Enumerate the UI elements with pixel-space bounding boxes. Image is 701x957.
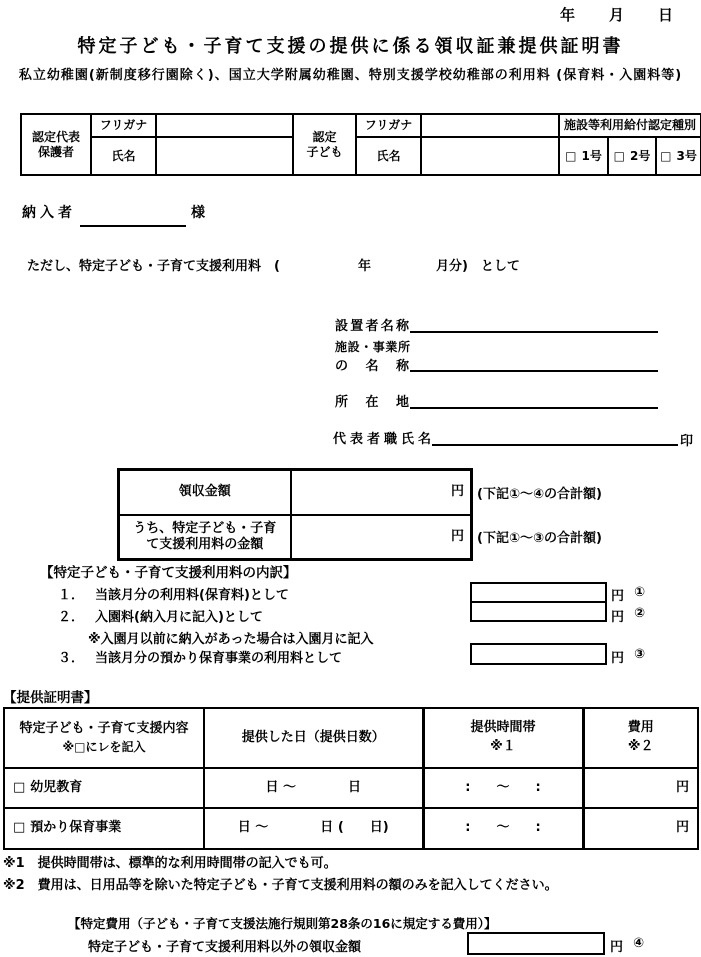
- guardian-label-line1: 認定代表: [31, 130, 80, 145]
- item-3-number: ３．: [58, 651, 85, 666]
- facility-name-input[interactable]: [410, 355, 658, 372]
- child-label-line2: 子ども: [306, 144, 343, 159]
- date-year-label: 年: [560, 6, 576, 24]
- cost-header-line2: ※２: [627, 739, 654, 754]
- item-3-label: 当該月分の預かり保育事業の利用料として: [95, 651, 343, 666]
- support-fee-amount-label: [119, 515, 291, 560]
- child-furigana-input[interactable]: [421, 114, 559, 137]
- time-header-line2: ※１: [490, 739, 516, 754]
- child-furigana-label: フリガナ: [356, 114, 421, 137]
- receipt-total-note: (下記①～④の合計額): [477, 487, 602, 502]
- support-fee-label-line2: て支援利用料の金額: [146, 536, 264, 552]
- breakdown-note: ※入園月以前に納入があった場合は入園月に記入: [88, 632, 374, 647]
- item-2-unit-mark: [611, 606, 645, 625]
- circled-2-mark: ②: [634, 606, 646, 621]
- circled-3-mark: ③: [634, 647, 646, 662]
- provision-heading: 【提供証明書】: [3, 690, 98, 706]
- education-cost-input[interactable]: [583, 768, 698, 808]
- provision-content-header: [4, 708, 204, 768]
- yen-unit: 円: [610, 940, 624, 955]
- specific-cost-heading: 【特定費用（子ども・子育て支援法施行規則第28条の16に規定する費用）】: [68, 916, 497, 931]
- childcare-time-input[interactable]: : ～ :: [423, 808, 583, 849]
- date-day-label: 日: [658, 6, 674, 24]
- provision-time-header: [423, 708, 583, 768]
- receipt-amount-label: 領収金額: [119, 470, 291, 515]
- representative-label: 代表者職氏名: [333, 432, 431, 447]
- checkbox-icon[interactable]: □: [660, 148, 672, 163]
- page-title: 特定子ども・子育て支援の提供に係る領収証兼提供証明書: [77, 36, 624, 57]
- checkbox-icon[interactable]: □: [13, 820, 26, 836]
- benefit-type-option-1[interactable]: [559, 137, 608, 175]
- item-1-amount-input[interactable]: [470, 582, 607, 603]
- address-input[interactable]: [410, 392, 658, 409]
- child-name-label: 氏名: [356, 137, 421, 175]
- checkbox-icon[interactable]: □: [613, 148, 625, 163]
- yen-unit: 円: [611, 610, 625, 625]
- education-time-input[interactable]: : ～ :: [423, 768, 583, 808]
- content-header-line1: 特定子ども・子育て支援内容: [19, 720, 189, 736]
- support-fee-amount-input[interactable]: [291, 515, 472, 560]
- footnote-1: ※1 提供時間帯は、標準的な利用時間帯の記入でも可。: [3, 856, 337, 871]
- breakdown-heading: 【特定子ども・子育て支援利用料の内訳】: [40, 565, 297, 581]
- receipt-amount-input[interactable]: [291, 470, 472, 515]
- certification-table: [20, 113, 701, 176]
- facility-name-label-line2: の名称: [335, 359, 409, 374]
- yen-unit: 円: [611, 589, 625, 604]
- cost-header-line1: 費用: [627, 720, 654, 736]
- circled-4-mark: ④: [633, 936, 645, 951]
- time-header-line1: 提供時間帯: [470, 720, 536, 736]
- early-childhood-education-row-label[interactable]: [4, 768, 204, 808]
- footnote-2: ※2 費用は、日用品等を除いた特定子ども・子育て支援利用料の額のみを記入してください。: [3, 878, 558, 893]
- yen-unit: 円: [675, 820, 689, 836]
- checkbox-icon[interactable]: □: [13, 779, 26, 795]
- guardian-label-line2: 保護者: [37, 144, 74, 159]
- item-3-amount-input[interactable]: [470, 643, 607, 665]
- page-subtitle: 私立幼稚園(新制度移行園除く)、国立大学附属幼稚園、特別支援学校幼稚部の利用料 (保育料・入園料等): [18, 68, 683, 83]
- item-1-unit-mark: [611, 585, 645, 604]
- child-label-cell: [293, 114, 356, 175]
- childcare-cost-input[interactable]: [583, 808, 698, 849]
- temporary-childcare-label: 預かり保育事業: [30, 820, 122, 836]
- specific-cost-amount-input[interactable]: [467, 932, 605, 955]
- provision-cost-header: [583, 708, 698, 768]
- guardian-name-label: 氏名: [91, 137, 156, 175]
- breakdown-item-2: [58, 606, 263, 625]
- benefit-type-header: 施設等利用給付認定種別: [559, 114, 701, 137]
- item-2-number: ２．: [58, 610, 85, 625]
- benefit-type-2-label: 2号: [629, 148, 651, 163]
- specific-cost-label: 特定子ども・子育て支援利用料以外の領収金額: [88, 940, 362, 955]
- item-1-number: １．: [58, 588, 85, 603]
- provision-dates-header: 提供した日（提供日数）: [204, 708, 423, 768]
- seal-label: 印: [680, 434, 694, 449]
- circled-1-mark: ①: [634, 585, 646, 600]
- receipt-amount-table: [117, 468, 473, 561]
- item-2-label: 入園料(納入月に記入)として: [95, 610, 263, 625]
- support-fee-label-line1: うち、特定子ども・子育: [133, 520, 277, 536]
- address-label: 所在地: [335, 395, 409, 410]
- item-3-unit-mark: [611, 647, 645, 666]
- yen-unit: 円: [611, 651, 625, 666]
- guardian-name-input[interactable]: [156, 137, 293, 175]
- specific-cost-unit-mark: [610, 936, 644, 955]
- payer-honorific: 様: [191, 205, 205, 221]
- founder-name-input[interactable]: [410, 316, 658, 333]
- yen-unit: 円: [450, 528, 464, 544]
- representative-input[interactable]: [432, 428, 678, 446]
- early-childhood-education-label: 幼児教育: [30, 779, 83, 795]
- founder-name-label: 設置者名称: [335, 319, 409, 334]
- content-header-line2: ※□にレを記入: [62, 739, 146, 754]
- payer-label: 納入者: [22, 205, 72, 221]
- guardian-label-cell: [21, 114, 91, 175]
- yen-unit: 円: [450, 484, 464, 500]
- proviso-text: ただし、特定子ども・子育て支援利用料 ( 年 月分) として: [27, 259, 520, 274]
- yen-unit: 円: [675, 779, 689, 795]
- support-fee-total-note: (下記①～③の合計額): [477, 531, 602, 546]
- benefit-type-option-3[interactable]: [656, 137, 701, 175]
- benefit-type-1-label: 1号: [581, 148, 602, 163]
- benefit-type-option-2[interactable]: [608, 137, 656, 175]
- date-month-label: 月: [609, 6, 625, 24]
- payer-name-input[interactable]: [80, 210, 186, 227]
- child-name-input[interactable]: [421, 137, 559, 175]
- breakdown-item-3: [58, 647, 342, 666]
- checkbox-icon[interactable]: □: [565, 148, 577, 163]
- breakdown-item-1: [58, 584, 289, 603]
- item-1-label: 当該月分の利用料(保育料)として: [95, 588, 289, 603]
- guardian-furigana-label: フリガナ: [91, 114, 156, 137]
- guardian-furigana-input[interactable]: [156, 114, 293, 137]
- childcare-dates-input[interactable]: 日 ～ 日 ( 日): [204, 808, 423, 849]
- education-dates-input[interactable]: 日 ～ 日: [204, 768, 423, 808]
- provision-table: [3, 707, 699, 850]
- benefit-type-3-label: 3号: [676, 148, 697, 163]
- child-label-line1: 認定: [312, 130, 337, 145]
- facility-name-label-line1: 施設・事業所: [335, 340, 410, 354]
- temporary-childcare-row-label[interactable]: [4, 808, 204, 849]
- item-2-amount-input[interactable]: [470, 601, 607, 622]
